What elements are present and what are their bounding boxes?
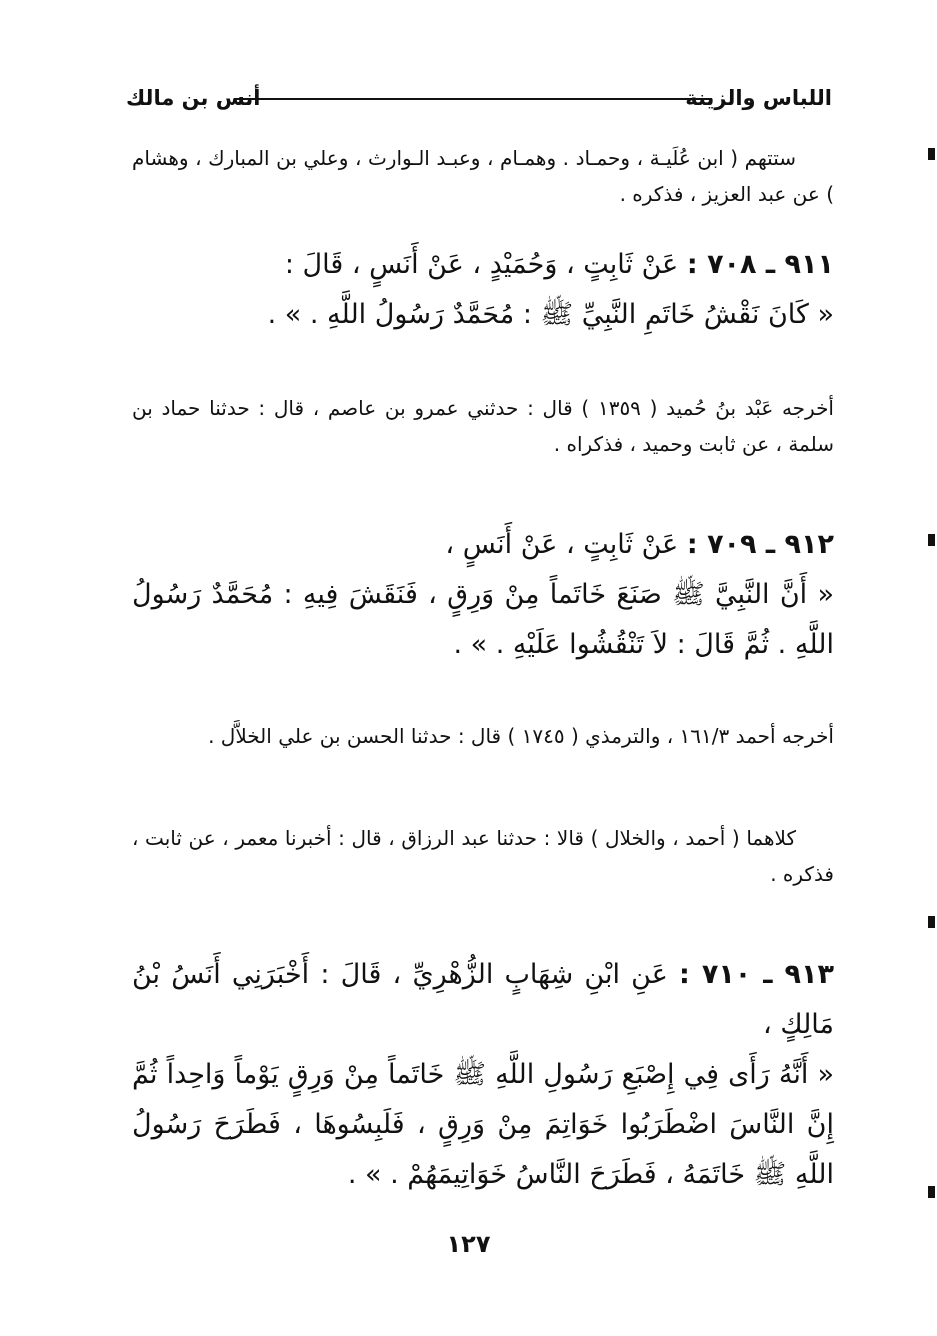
running-header	[126, 82, 832, 122]
hadith-912-chain: عَنْ ثَابِتٍ ، عَنْ أَنَسٍ ،	[445, 529, 679, 560]
hadith-912-number: ٩١٢ ـ ٧٠٩ :	[686, 529, 834, 560]
hadith-911-number: ٩١١ ـ ٧٠٨ :	[686, 249, 834, 280]
intro-text: ستتهم ( ابن عُلَيـة ، وحمـاد . وهمـام ، وعبـد الـوارث ، وعلي بن المبارك ، وهشام ) عن عبد العزيز ، فذكره .	[132, 146, 834, 206]
hadith-913-number: ٩١٣ ـ ٧١٠ :	[679, 959, 834, 990]
margin-tick-mark	[928, 148, 935, 160]
header-narrator: أنس بن مالك	[126, 86, 261, 110]
hadith-911	[132, 240, 834, 340]
hadith-911-text: « كَانَ نَقْشُ خَاتَمِ النَّبِيِّ ﷺ : مُحَمَّدٌ رَسُولُ اللَّهِ . » .	[267, 299, 834, 330]
hadith-912-text: « أَنَّ النَّبِيَّ ﷺ صَنَعَ خَاتَماً مِنْ وَرِقٍ ، فَنَقَشَ فِيهِ : مُحَمَّدٌ رَسُولُ اللَّهِ . ثُمَّ قَالَ : لاَ تَنْقُشُوا عَلَيْهِ . » .	[132, 579, 834, 660]
hadith-911-chain: عَنْ ثَابِتٍ ، وَحُمَيْدٍ ، عَنْ أَنَسٍ ، قَالَ :	[284, 249, 679, 280]
hadith-913	[132, 950, 834, 1200]
hadith-913-text: « أَنَّهُ رَأَى فِي إِصْبَعِ رَسُولِ اللَّهِ ﷺ خَاتَماً مِنْ وَرِقٍ يَوْماً وَاحِداً ثُمَّ إِنَّ النَّاسَ اضْطَرَبُوا خَوَاتِمَ مِنْ وَرِقٍ ، فَلَبِسُوهَا ، فَطَرَحَ رَسُولُ اللَّهِ ﷺ خَاتَمَهُ ، فَطَرَحَ النَّاسُ خَوَاتِيمَهُمْ . » .	[132, 1059, 834, 1190]
takhrij-912b-text: كلاهما ( أحمد ، والخلال ) قالا : حدثنا عبد الرزاق ، قال : أخبرنا معمر ، عن ثابت ، فذكره .	[132, 826, 834, 886]
margin-tick-mark	[928, 534, 935, 546]
page-number: ١٢٧	[446, 1230, 491, 1258]
takhrij-912a-text: أخرجه أحمد ١٦١/٣ ، والترمذي ( ١٧٤٥ ) قال : حدثنا الحسن بن علي الخلاَّل .	[208, 724, 834, 748]
intro-paragraph	[132, 140, 834, 212]
margin-tick-mark	[928, 916, 935, 928]
takhrij-911	[132, 390, 834, 462]
margin-tick-mark	[928, 1186, 935, 1198]
header-rule	[234, 98, 712, 100]
header-section-title: اللباس والزينة	[685, 86, 832, 110]
hadith-912	[132, 520, 834, 670]
hadith-913-chain: عَنِ ابْنِ شِهَابٍ الزُّهْرِيِّ ، قَالَ : أَخْبَرَنِي أَنَسُ بْنُ مَالِكٍ ،	[132, 959, 834, 1040]
takhrij-911-text: أخرجه عَبْد بنُ حُميد ( ١٣٥٩ ) قال : حدثني عمرو بن عاصم ، قال : حدثنا حماد بن سلمة ، عن ثابت وحميد ، فذكراه .	[132, 396, 834, 456]
takhrij-912b	[132, 820, 834, 892]
takhrij-912a	[132, 718, 834, 754]
